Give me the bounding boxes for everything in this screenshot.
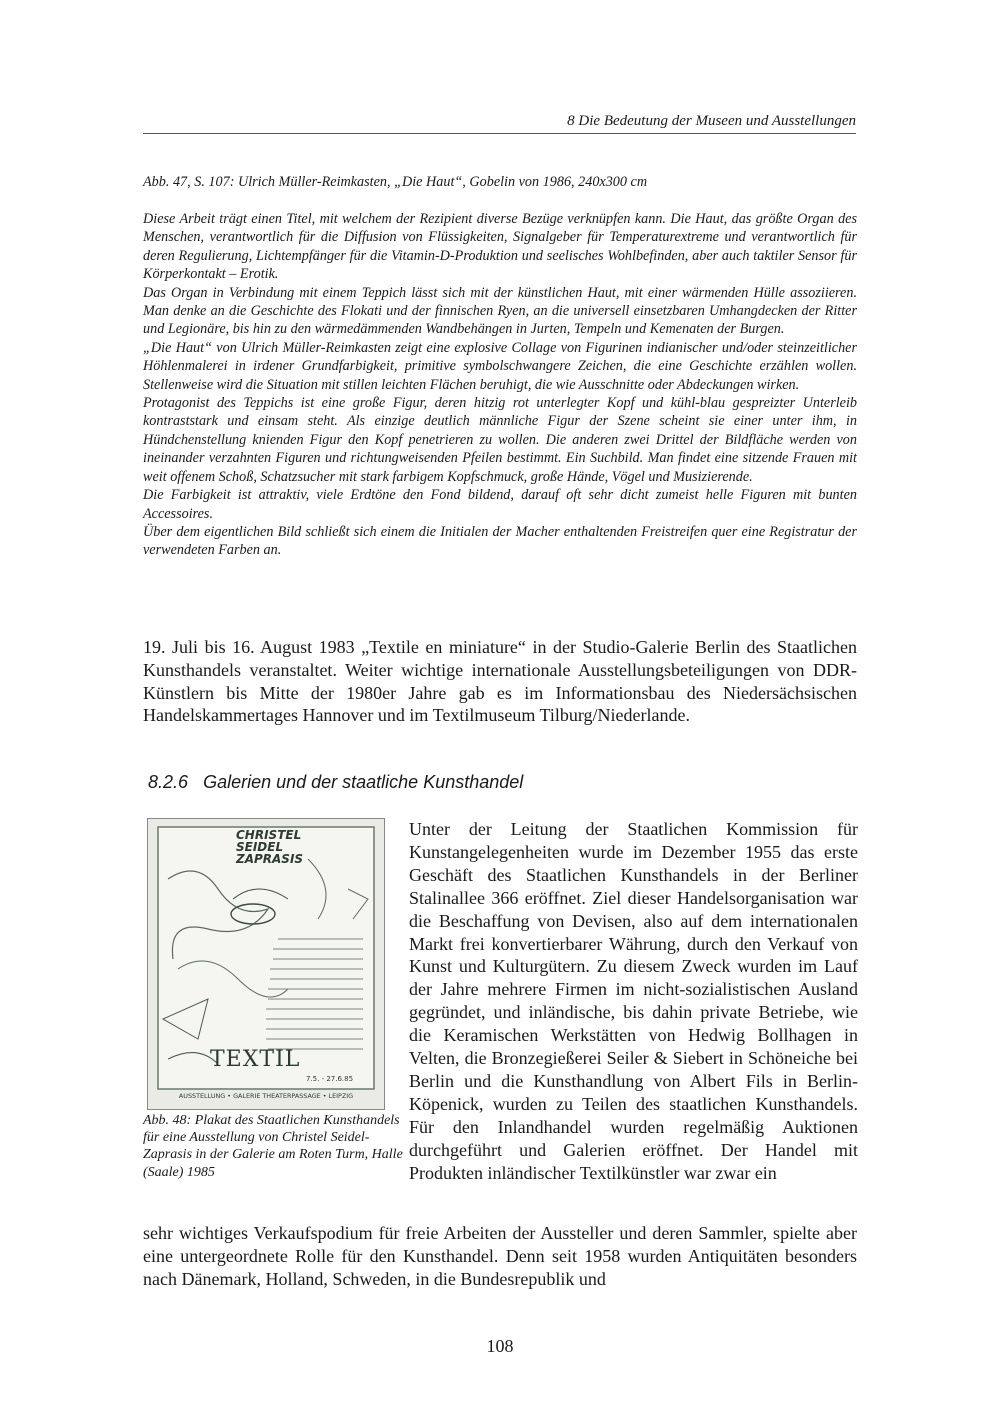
poster-title (236, 829, 303, 865)
intro-paragraph: 19. Juli bis 16. August 1983 „Textile en miniature“ in der Studio-Galerie Berlin des Staatlichen Kunsthandels veranstaltet. Weiter wichtige internationale Ausstellungsbeteiligungen von DDR-Künstlern bis Mitte der 1980er Jahre gab es im Informationsbau des Niedersächsischen Handelskammertages Hannover und im Textilmuseum Tilburg/Niederlande. (143, 637, 857, 726)
wrapped-text-block (409, 818, 858, 1185)
figure-47-description (143, 210, 857, 560)
figure-47-paragraph: „Die Haut“ von Ulrich Müller-Reimkasten zeigt eine explosive Collage von Figurinen indianischer und/oder steinzeitlicher Höhlenmalerei in irdener Grundfarbigkeit, primitive symbolschwangere Zeichen, die eine Geschichte erzählen wollen. Stellenweise wird die Situation mit stillen leichten Flächen beruhigt, die wie Ausschnitte oder Abdeckungen wirken. (143, 339, 857, 393)
exhibition-poster-image (147, 818, 385, 1110)
figure-47-paragraph: Über dem eigentlichen Bild schließt sich einem die Initialen der Macher enthaltenden Freistreifen quer eine Registratur der verwendeten Farben an. (143, 523, 857, 559)
wrapped-paragraph: Unter der Leitung der Staatlichen Kommission für Kunstangelegenheiten wurde im Dezember 1955 das erste Geschäft des Staatlichen Kunsthandels in der Berliner Stalinallee 366 eröffnet. Ziel dieser Handelsorganisation war die Beschaffung von Devisen, also auf dem internationalen Markt frei konvertierbarer Währung, durch den Verkauf von Kunst und Kulturgütern. Zu diesem Zweck wurden im Lauf der Jahre mehrere Firmen im nicht-sozialistischen Ausland gegründet, und inländische, bis dahin private Betriebe, wie die Keramischen Werkstätten von Hedwig Bollhagen in Velten, die Bronzegießerei Seiler & Siebert in Schöneiche bei Berlin und die Kunsthandlung von Albert Fils in Berlin-Köpenick, wurden zu Teilen des staatlichen Kunsthandels. Für den Inlandhandel wurden regelmäßig Auktionen durchgeführt und Galerien eröffnet. Der Handel mit Produkten inländischer Textilkünstler war zwar ein (409, 819, 858, 1183)
continued-text-block (143, 1222, 857, 1291)
section-title: Galerien und der staatliche Kunsthandel (203, 772, 524, 792)
running-header: 8 Die Bedeutung der Museen und Ausstellungen (143, 113, 856, 134)
figure-47-paragraph: Protagonist des Teppichs ist eine große Figur, deren hitzig rot unterlegter Kopf und kühl-blau gespreizter Unterleib kontraststark und einsam steht. Als einzige deutlich männliche Figur der Szene scheint sie einer unter ihm, in Hündchenstellung knienden Figur den Kopf penetrieren zu wollen. Die anderen zwei Drittel der Bildfläche werden von ineinander verzahnten Figuren und richtungweisenden Pfeilen bestimmt. Ein Suchbild. Man findet eine sitzende Frauen mit weit offenem Schoß, Schatzsucher mit stark farbigem Kopfschmuck, große Hände, Vögel und Musizierende. (143, 395, 857, 485)
figure-47-paragraph: Das Organ in Verbindung mit einem Teppich lässt sich mit der künstlichen Haut, mit einer wärmenden Hülle assoziieren. Man denke an die Geschichte des Flokati und der finnischen Ryen, an die universell einsetzbaren Umhangdecken der Ritter und Legionäre, bis hin zu den wärmedämmenden Wandbehängen in Jurten, Tempeln und Kemenaten der Burgen. (143, 284, 857, 338)
poster-dates: 7.5. - 27.6.85 (306, 1075, 354, 1083)
section-number: 8.2.6 (148, 772, 189, 792)
poster-textil-label: TEXTIL (210, 1047, 301, 1072)
figure-47-paragraph: Diese Arbeit trägt einen Titel, mit welchem der Rezipient diverse Bezüge verknüpfen kann. Die Haut, das größte Organ des Menschen, verantwortlich für die Diffusion von Flüssigkeiten, Signalgeber für Temperaturextreme und verantwortlich für deren Regulierung, Lichtempfänger für die Vitamin-D-Produktion und seelisches Wohlbefinden, aber auch taktiler Sensor für Körperkontakt – Erotik. (143, 211, 857, 283)
section-heading (148, 772, 523, 793)
poster-title-line: CHRISTEL (236, 828, 302, 842)
figure-48-caption: Abb. 48: Plakat des Staatlichen Kunsthandels für eine Ausstellung von Christel Seidel-Zaprasis in der Galerie am Roten Turm, Halle (Saale) 1985 (143, 1113, 403, 1180)
continued-paragraph: sehr wichtiges Verkaufspodium für freie Arbeiten der Aussteller und deren Sammler, spielte aber eine untergeordnete Rolle für den Kunsthandel. Denn seit 1958 wurden Antiquitäten besonders nach Dänemark, Holland, Schweden, in die Bundesrepublik und (143, 1223, 857, 1289)
figure-47-paragraph: Die Farbigkeit ist attraktiv, viele Erdtöne den Fond bildend, darauf oft sehr dicht zumeist helle Figuren mit bunten Accessoires. (143, 487, 857, 522)
page-number: 108 (486, 1336, 514, 1356)
poster-title-line: ZAPRASIS (236, 852, 304, 866)
poster-footer: AUSSTELLUNG • GALERIE THEATERPASSAGE • LEIPZIG (178, 1092, 354, 1100)
intro-paragraph-block (143, 636, 857, 727)
figure-47-title: Abb. 47, S. 107: Ulrich Müller-Reimkasten, „Die Haut“, Gobelin von 1986, 240x300 cm (143, 174, 648, 190)
poster-title-line: SEIDEL (236, 840, 284, 854)
